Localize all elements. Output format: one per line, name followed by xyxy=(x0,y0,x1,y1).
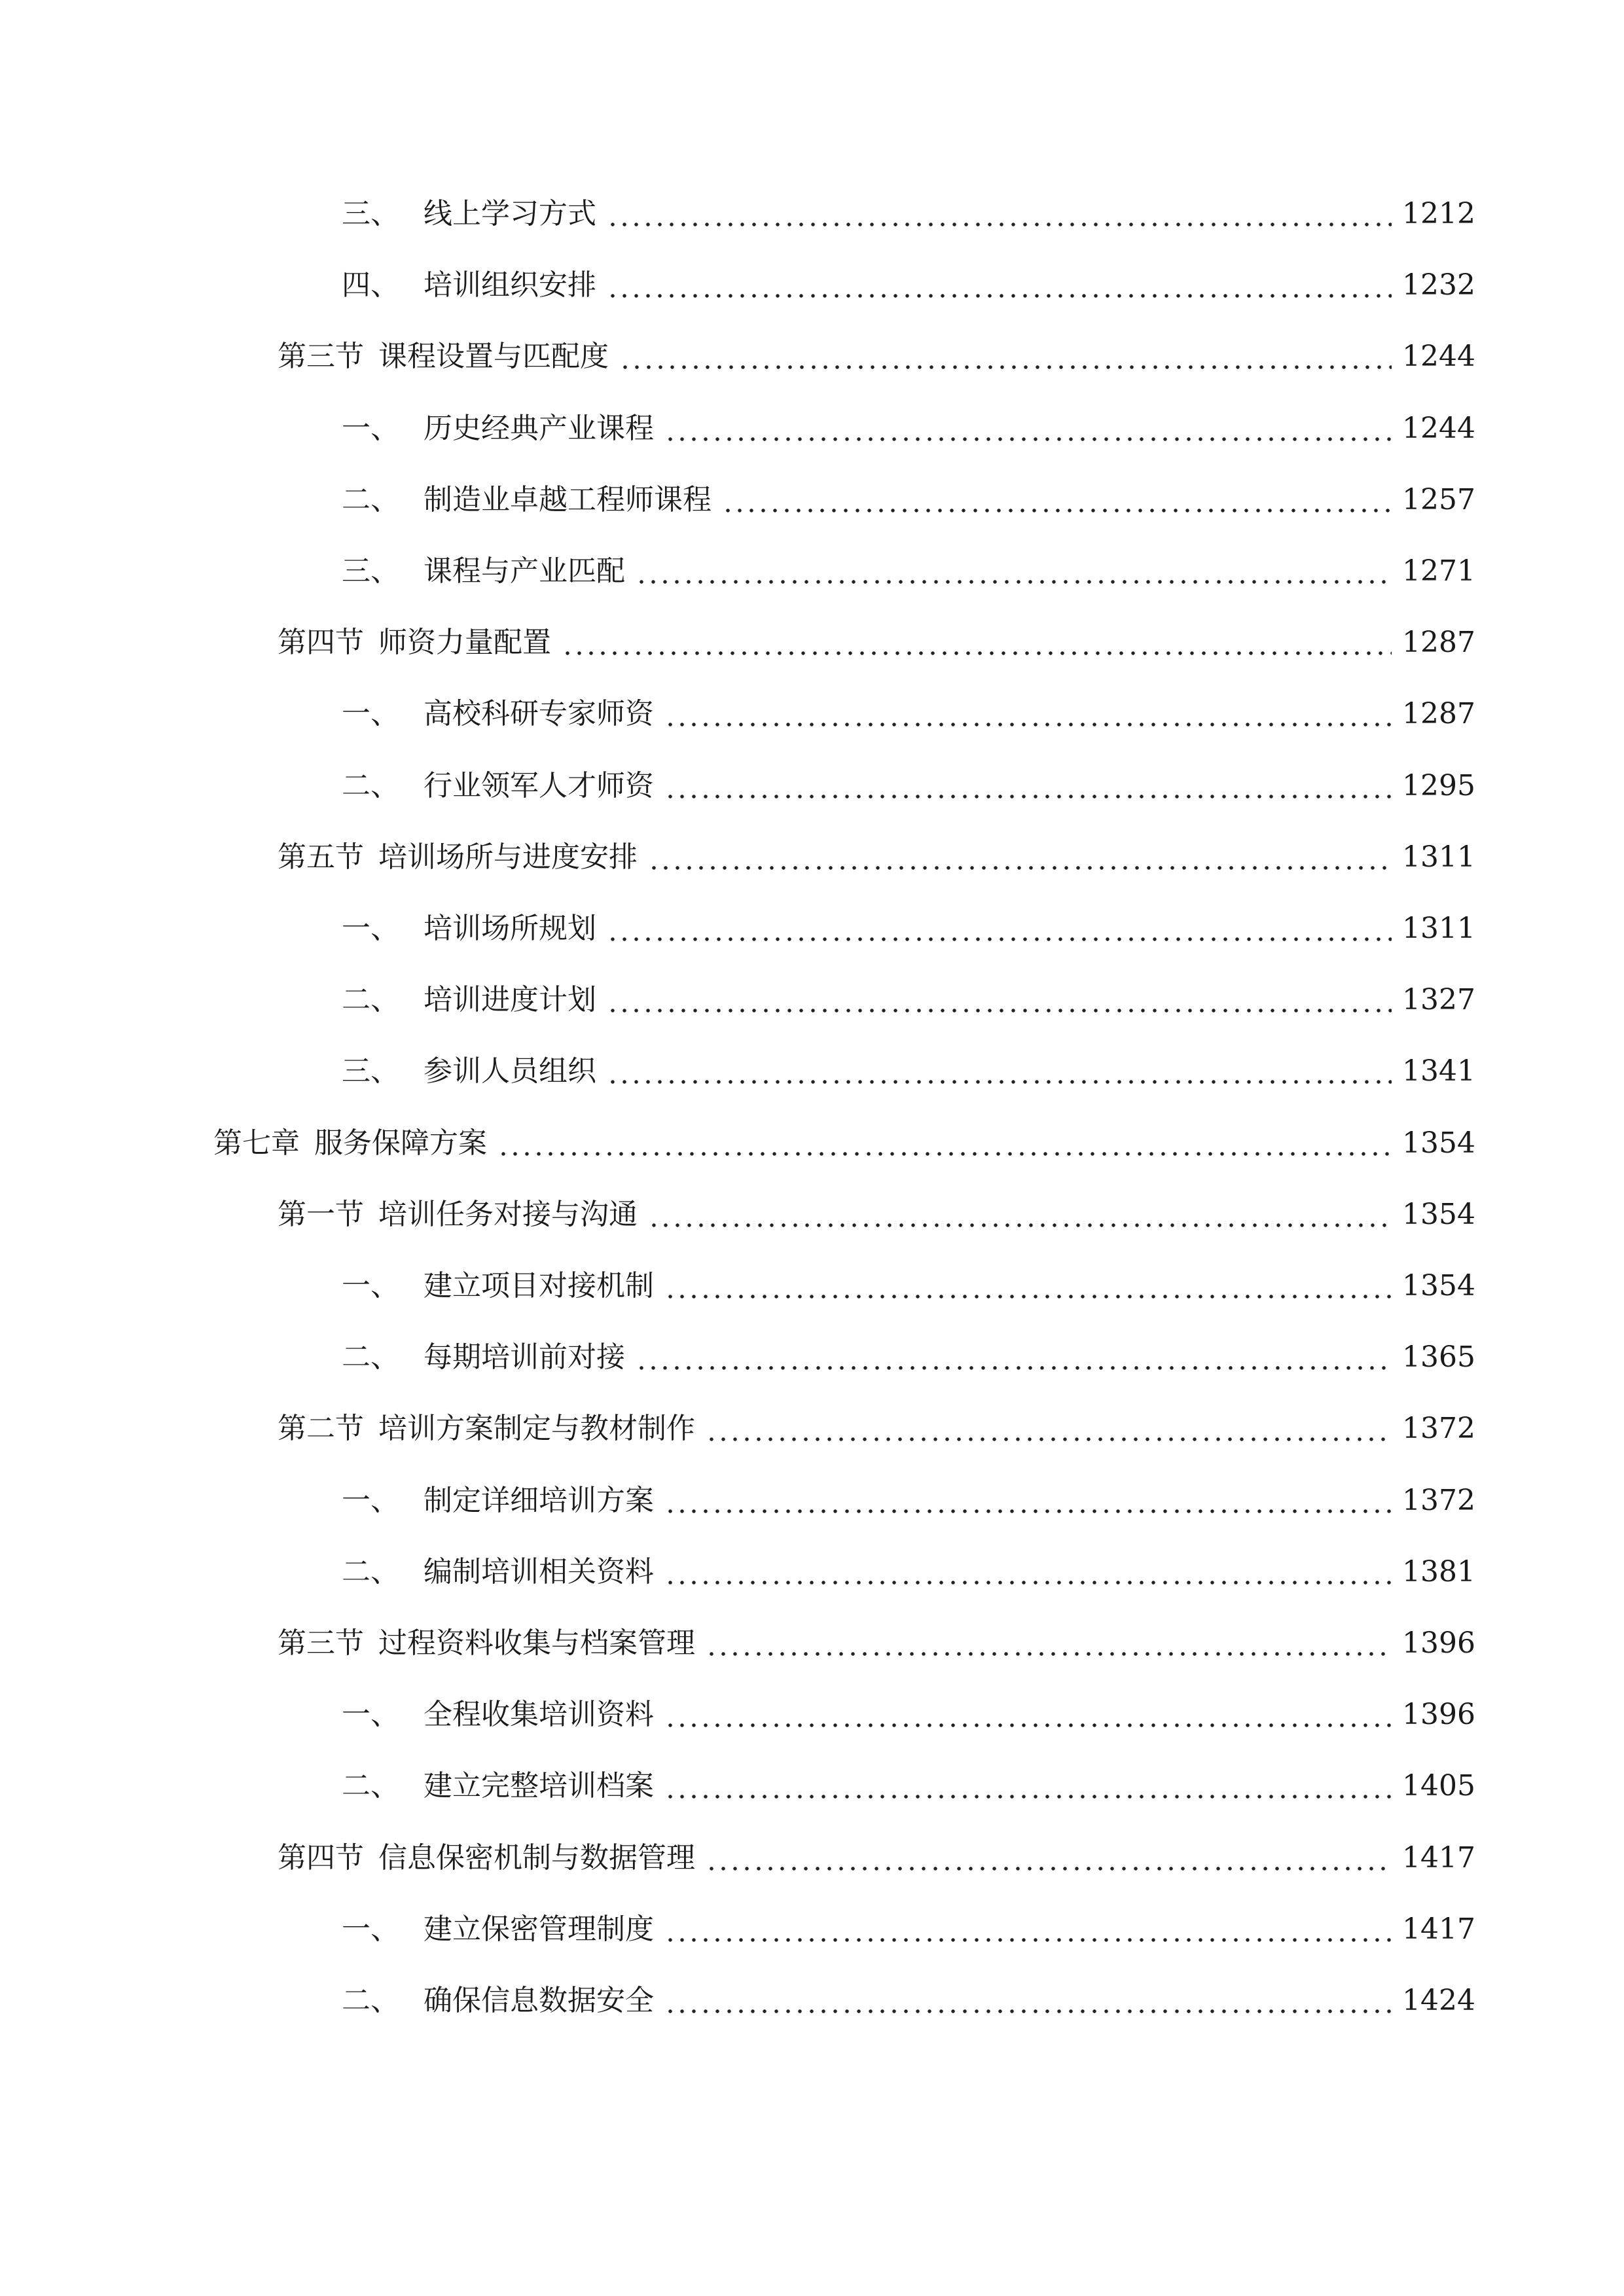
toc-dot-leader xyxy=(607,906,1392,952)
toc-dot-leader xyxy=(648,834,1392,880)
toc-entry-section[interactable] xyxy=(278,834,1475,880)
toc-entry-title: 每期培训前对接 xyxy=(424,1340,625,1374)
toc-entry-number: 一、 xyxy=(342,1484,399,1517)
toc-entry-title: 制造业卓越工程师课程 xyxy=(424,483,712,516)
toc-entry-page-number: 1232 xyxy=(1402,268,1475,302)
toc-entry-page-number: 1354 xyxy=(1402,1269,1475,1302)
toc-dot-leader xyxy=(664,1763,1392,1809)
toc-entry-number: 第二节 xyxy=(278,1412,364,1445)
toc-entry-item[interactable] xyxy=(342,763,1475,809)
toc-entry-section[interactable] xyxy=(278,1621,1475,1666)
toc-entry-item[interactable] xyxy=(342,191,1475,237)
toc-entry-title: 培训场所规划 xyxy=(424,912,596,945)
toc-entry-page-number: 1396 xyxy=(1402,1698,1475,1731)
toc-entry-title: 参训人员组织 xyxy=(424,1054,596,1088)
toc-entry-title: 建立项目对接机制 xyxy=(424,1269,654,1302)
toc-entry-page-number: 1365 xyxy=(1402,1340,1475,1374)
toc-entry-number: 一、 xyxy=(342,1698,399,1731)
toc-entry-number: 二、 xyxy=(342,483,399,516)
toc-dot-leader xyxy=(619,334,1392,380)
toc-entry-page-number: 1381 xyxy=(1402,1555,1475,1588)
toc-entry-number: 四、 xyxy=(342,268,399,302)
toc-entry-chapter[interactable] xyxy=(213,1121,1475,1166)
toc-dot-leader xyxy=(664,406,1392,452)
toc-entry-section[interactable] xyxy=(278,1406,1475,1452)
toc-entry-number: 二、 xyxy=(342,1769,399,1803)
toc-entry-title: 培训进度计划 xyxy=(424,983,596,1016)
toc-dot-leader xyxy=(607,1049,1392,1094)
toc-entry-title: 过程资料收集与档案管理 xyxy=(378,1626,695,1660)
toc-entry-number: 第五节 xyxy=(278,840,364,874)
toc-entry-page-number: 1396 xyxy=(1402,1626,1475,1660)
toc-entry-title: 培训场所与进度安排 xyxy=(378,840,638,874)
toc-dot-leader xyxy=(664,1478,1392,1524)
toc-dot-leader xyxy=(562,620,1392,666)
toc-entry-number: 一、 xyxy=(342,412,399,445)
toc-entry-item[interactable] xyxy=(342,262,1475,308)
toc-entry-section[interactable] xyxy=(278,1192,1475,1238)
toc-entry-number: 二、 xyxy=(342,1340,399,1374)
toc-entry-number: 一、 xyxy=(342,1912,399,1946)
toc-entry-item[interactable] xyxy=(342,977,1475,1023)
toc-dot-leader xyxy=(664,1907,1392,1952)
toc-dot-leader xyxy=(706,1835,1392,1881)
toc-entry-number: 三、 xyxy=(342,197,399,230)
toc-dot-leader xyxy=(664,1263,1392,1309)
toc-entry-number: 三、 xyxy=(342,554,399,588)
toc-entry-page-number: 1212 xyxy=(1402,197,1475,230)
toc-dot-leader xyxy=(664,1549,1392,1595)
toc-entry-item[interactable] xyxy=(342,1335,1475,1380)
toc-dot-leader xyxy=(607,191,1392,237)
toc-entry-page-number: 1287 xyxy=(1402,626,1475,659)
toc-entry-title: 课程与产业匹配 xyxy=(424,554,625,588)
toc-entry-title: 高校科研专家师资 xyxy=(424,697,654,730)
toc-entry-title: 编制培训相关资料 xyxy=(424,1555,654,1588)
toc-entry-number: 第四节 xyxy=(278,1841,364,1874)
toc-entry-item[interactable] xyxy=(342,477,1475,523)
toc-entry-page-number: 1354 xyxy=(1402,1126,1475,1160)
toc-entry-number: 第七章 xyxy=(213,1126,300,1160)
toc-entry-number: 一、 xyxy=(342,912,399,945)
toc-entry-page-number: 1271 xyxy=(1402,554,1475,588)
toc-entry-page-number: 1295 xyxy=(1402,769,1475,802)
toc-entry-number: 二、 xyxy=(342,769,399,802)
toc-entry-item[interactable] xyxy=(342,691,1475,737)
toc-entry-title: 信息保密机制与数据管理 xyxy=(378,1841,695,1874)
toc-dot-leader xyxy=(664,1978,1392,2024)
toc-entry-page-number: 1417 xyxy=(1402,1841,1475,1874)
toc-dot-leader xyxy=(607,977,1392,1023)
toc-entry-page-number: 1327 xyxy=(1402,983,1475,1016)
toc-entry-number: 第三节 xyxy=(278,1626,364,1660)
toc-dot-leader xyxy=(706,1406,1392,1452)
toc-entry-section[interactable] xyxy=(278,334,1475,380)
toc-entry-item[interactable] xyxy=(342,906,1475,952)
toc-entry-title: 培训方案制定与教材制作 xyxy=(378,1412,695,1445)
toc-entry-item[interactable] xyxy=(342,1978,1475,2024)
toc-entry-number: 一、 xyxy=(342,1269,399,1302)
toc-entry-title: 培训组织安排 xyxy=(424,268,596,302)
toc-dot-leader xyxy=(664,763,1392,809)
toc-dot-leader xyxy=(607,262,1392,308)
toc-entry-page-number: 1311 xyxy=(1402,912,1475,945)
toc-entry-item[interactable] xyxy=(342,1692,1475,1738)
toc-dot-leader xyxy=(636,1335,1392,1380)
toc-entry-item[interactable] xyxy=(342,1049,1475,1094)
toc-entry-page-number: 1257 xyxy=(1402,483,1475,516)
toc-dot-leader xyxy=(664,1692,1392,1738)
toc-entry-title: 确保信息数据安全 xyxy=(424,1984,654,2017)
toc-entry-page-number: 1354 xyxy=(1402,1198,1475,1231)
toc-entry-number: 二、 xyxy=(342,983,399,1016)
toc-entry-number: 第一节 xyxy=(278,1198,364,1231)
toc-entry-number: 第三节 xyxy=(278,340,364,373)
toc-entry-section[interactable] xyxy=(278,620,1475,666)
toc-entry-title: 课程设置与匹配度 xyxy=(378,340,609,373)
toc-entry-title: 制定详细培训方案 xyxy=(424,1484,654,1517)
toc-entry-title: 师资力量配置 xyxy=(378,626,551,659)
toc-entry-page-number: 1372 xyxy=(1402,1484,1475,1517)
toc-entry-title: 线上学习方式 xyxy=(424,197,596,230)
toc-entry-number: 一、 xyxy=(342,697,399,730)
toc-entry-page-number: 1311 xyxy=(1402,840,1475,874)
toc-entry-item[interactable] xyxy=(342,1478,1475,1524)
toc-entry-number: 二、 xyxy=(342,1555,399,1588)
toc-entry-title: 历史经典产业课程 xyxy=(424,412,654,445)
toc-entry-number: 三、 xyxy=(342,1054,399,1088)
toc-entry-page-number: 1405 xyxy=(1402,1769,1475,1803)
toc-entry-item[interactable] xyxy=(342,406,1475,452)
toc-entry-item[interactable] xyxy=(342,1263,1475,1309)
toc-entry-title: 全程收集培训资料 xyxy=(424,1698,654,1731)
toc-dot-leader xyxy=(497,1121,1392,1166)
toc-entry-page-number: 1424 xyxy=(1402,1984,1475,2017)
toc-entry-item[interactable] xyxy=(342,1763,1475,1809)
toc-entry-page-number: 1244 xyxy=(1402,412,1475,445)
toc-entry-page-number: 1417 xyxy=(1402,1912,1475,1946)
toc-dot-leader xyxy=(722,477,1392,523)
toc-entry-title: 行业领军人才师资 xyxy=(424,769,654,802)
toc-entry-page-number: 1287 xyxy=(1402,697,1475,730)
toc-entry-page-number: 1244 xyxy=(1402,340,1475,373)
toc-entry-title: 建立完整培训档案 xyxy=(424,1769,654,1803)
toc-dot-leader xyxy=(706,1621,1392,1666)
toc-entry-page-number: 1341 xyxy=(1402,1054,1475,1088)
toc-entry-title: 培训任务对接与沟通 xyxy=(378,1198,638,1231)
toc-entry-title: 服务保障方案 xyxy=(314,1126,487,1160)
toc-dot-leader xyxy=(636,548,1392,594)
toc-entry-section[interactable] xyxy=(278,1835,1475,1881)
toc-entry-title: 建立保密管理制度 xyxy=(424,1912,654,1946)
toc-dot-leader xyxy=(664,691,1392,737)
toc-entry-item[interactable] xyxy=(342,1907,1475,1952)
toc-entry-number: 二、 xyxy=(342,1984,399,2017)
toc-entry-number: 第四节 xyxy=(278,626,364,659)
toc-entry-page-number: 1372 xyxy=(1402,1412,1475,1445)
toc-entry-item[interactable] xyxy=(342,1549,1475,1595)
toc-entry-item[interactable] xyxy=(342,548,1475,594)
toc-dot-leader xyxy=(648,1192,1392,1238)
